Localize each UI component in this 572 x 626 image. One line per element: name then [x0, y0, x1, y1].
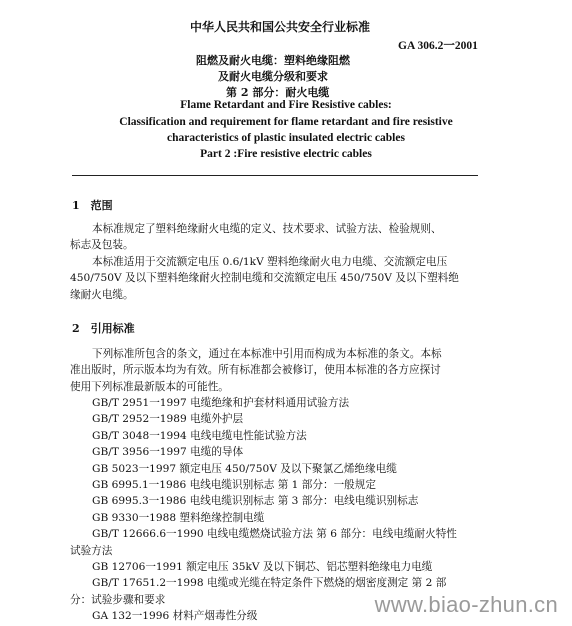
watermark: www.biao-zhun.cn [374, 592, 558, 617]
section1-body [70, 221, 490, 303]
reference-item: GB/T 3956一1997 电缆的导体 [92, 446, 244, 459]
section2-intro-line3: 使用下列标准最新版本的可能性。 [70, 380, 229, 393]
title-cn-line1: 阻燃及耐火电缆：塑料绝缘阻燃 [196, 54, 350, 67]
reference-item: GB/T 12666.6一1990 电线电缆燃烧试验方法 第 6 部分：电线电缆耐火特性 [92, 528, 457, 541]
reference-item: GA 132一1996 材料产烟毒性分级 [92, 610, 258, 623]
standard-code: GA 306.2一2001 [398, 40, 478, 52]
title-cn-line3: 第 2 部分：耐火电缆 [226, 86, 330, 99]
reference-item: GB/T 2951一1997 电缆绝缘和护套材料通用试验方法 [92, 397, 350, 409]
reference-item: GB 6995.3一1986 电线电缆识别标志 第 3 部分：电线电缆识别标志 [92, 495, 419, 508]
reference-item: GB 9330一1988 塑料绝缘控制电缆 [92, 511, 265, 524]
section1-p2-line3: 缘耐火电缆。 [70, 288, 134, 301]
reference-item: GB/T 2952一1989 电缆外护层 [92, 413, 244, 426]
reference-item: GB/T 3048一1994 电线电缆电性能试验方法 [92, 429, 307, 442]
section2-intro-line2: 准出版时，所示版本均为有效。所有标准都会被修订，使用本标准的各方应探讨 [70, 364, 441, 377]
section1-p1-line1: 本标准规定了塑料绝缘耐火电缆的定义、技术要求、试验方法、检验规则、 [92, 223, 442, 235]
reference-item: GB 6995.1一1986 电线电缆识别标志 第 1 部分：一般规定 [92, 479, 376, 492]
reference-item-continuation: 试验方法 [70, 544, 113, 557]
title-en-line1: Flame Retardant and Fire Resistive cables: [180, 99, 392, 111]
reference-list [70, 395, 490, 625]
section1-heading: 1 范围 [72, 199, 113, 212]
title-en-line3: characteristics of plastic insulated electric cables [167, 132, 405, 144]
section2-intro [70, 346, 490, 395]
title-en-line2: Classification and requirement for flame retardant and fire resistive [119, 116, 453, 128]
reference-item: GB/T 17651.2一1998 电缆或光缆在特定条件下燃烧的烟密度测定 第 2 部 [92, 577, 447, 590]
title-divider [72, 175, 478, 176]
title-cn-line2: 及耐火电缆分级和要求 [218, 70, 328, 83]
industry-standard-title: 中华人民共和国公共安全行业标准 [190, 20, 371, 34]
section1-p2-line1: 本标准适用于交流额定电压 0.6/1kV 塑料绝缘耐火电力电缆、交流额定电压 [92, 255, 448, 268]
reference-item: GB 12706一1991 额定电压 35kV 及以下铜芯、铝芯塑料绝缘电力电缆 [92, 561, 433, 574]
section2-heading: 2 引用标准 [72, 322, 135, 335]
reference-item: GB 5023一1997 额定电压 450/750V 及以下聚氯乙烯绝缘电缆 [92, 462, 397, 475]
section1-p2-line2: 450/750V 及以下塑料绝缘耐火控制电缆和交流额定电压 450/750V 及以下塑料绝 [70, 272, 459, 285]
section2-intro-line1: 下列标准所包含的条文，通过在本标准中引用而构成为本标准的条文。本标 [92, 348, 442, 360]
title-en-line4: Part 2 :Fire resistive electric cables [200, 148, 372, 160]
section1-p1-line2: 标志及包装。 [70, 239, 134, 252]
reference-item-continuation: 分：试验步骤和要求 [70, 593, 166, 606]
